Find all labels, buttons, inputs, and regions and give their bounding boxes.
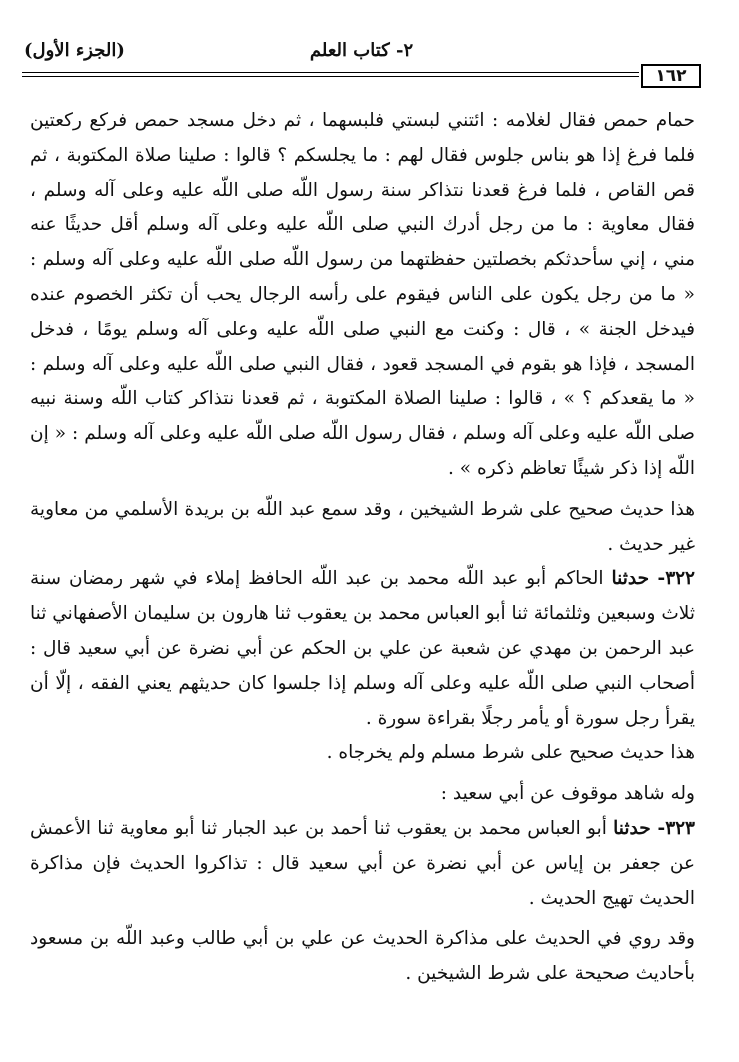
paragraph-commentary (30, 922, 695, 992)
paragraph-text: وله شاهد موقوف عن أبي سعيد : (440, 783, 695, 805)
chapter-title: ٢- كتاب العلم (309, 40, 414, 61)
paragraph-commentary (30, 777, 695, 812)
paragraph-commentary (30, 736, 695, 771)
paragraph-hadith-continuation (30, 104, 695, 487)
paragraph-hadith-322 (30, 562, 695, 736)
paragraph-text: وقد روي في الحديث على مذاكرة الحديث عن علي بن أبي طالب وعبد اللّه بن مسعود بأحاديث صحيحة على شرط الشيخين . (30, 928, 695, 985)
header-rule (22, 72, 639, 77)
paragraph-text: حمام حمص فقال لغلامه : ائتني لبستي فلبسهما ، ثم دخل مسجد حمص فركع ركعتين فلما فرغ إذا هو بناس جلوس فقال لهم : ما يجلسكم ؟ قالوا : صلينا صلاة المكتوبة ، ثم قص القاص ، فلما فرغ قعدنا نتذاكر سنة رسول اللّه صلى اللّه عليه وعلى آله وسلم ، فقال معاوية : ما من رجل أدرك النبي صلى اللّه عليه وعلى آله وسلم أقل حديثًا عنه مني ، إني سأحدثكم بخصلتين حفظتهما من رسول اللّه صلى اللّه عليه وعلى آله وسلم : « ما من رجل يكون على الناس فيقوم على رأسه الرجال يحب أن تكثر الخصوم عنده فيدخل الجنة » ، قال : وكنت مع النبي صلى اللّه عليه وعلى آله وسلم يومًا ، فدخل المسجد ، فإذا هو بقوم في المسجد قعود ، فقال النبي صلى اللّه عليه وعلى آله وسلم : « ما يقعدكم ؟ » ، قالوا : صلينا الصلاة المكتوبة ، ثم قعدنا نتذاكر كتاب اللّه وسنة نبيه صلى اللّه عليه وعلى آله وسلم ، فقال رسول اللّه صلى اللّه عليه وعلى آله وسلم : « إن اللّه إذا ذكر شيئًا تعاظم ذكره » . (30, 110, 695, 479)
paragraph-commentary (30, 493, 695, 563)
paragraph-text: هذا حديث صحيح على شرط مسلم ولم يخرجاه . (326, 742, 695, 764)
hadith-number: ٣٢٣- حدثنا (613, 817, 695, 839)
paragraph-text: الحاكم أبو عبد اللّه محمد بن عبد اللّه الحافظ إملاء في شهر رمضان سنة ثلاث وسبعين وثلثمائة ثنا أبو العباس محمد بن يعقوب ثنا هارون بن سليمان الأصفهاني ثنا عبد الرحمن بن مهدي عن شعبة عن علي بن الحكم عن أبي نضرة عن أبي سعيد قال : أصحاب النبي صلى اللّه عليه وعلى آله وسلم إذا جلسوا كان حديثهم يعني الفقه ، إلّا أن يقرأ رجل سورة أو يأمر رجلًا بقراءة سورة . (30, 568, 695, 729)
page-number: ١٦٢ (641, 64, 701, 88)
page-body (30, 104, 695, 992)
hadith-number: ٣٢٢- حدثنا (611, 568, 695, 590)
running-head (24, 40, 699, 70)
book-volume-title: (الجزء الأول) (24, 40, 125, 61)
paragraph-hadith-323 (30, 812, 695, 916)
paragraph-text: أبو العباس محمد بن يعقوب ثنا أحمد بن عبد الجبار ثنا أبو معاوية ثنا الأعمش عن جعفر بن إياس عن أبي نضرة عن أبي سعيد قال : تذاكروا الحديث فإن مذاكرة الحديث تهيج الحديث . (30, 817, 695, 909)
paragraph-text: هذا حديث صحيح على شرط الشيخين ، وقد سمع عبد اللّه بن بريدة الأسلمي من معاوية غير حديث . (30, 498, 695, 555)
